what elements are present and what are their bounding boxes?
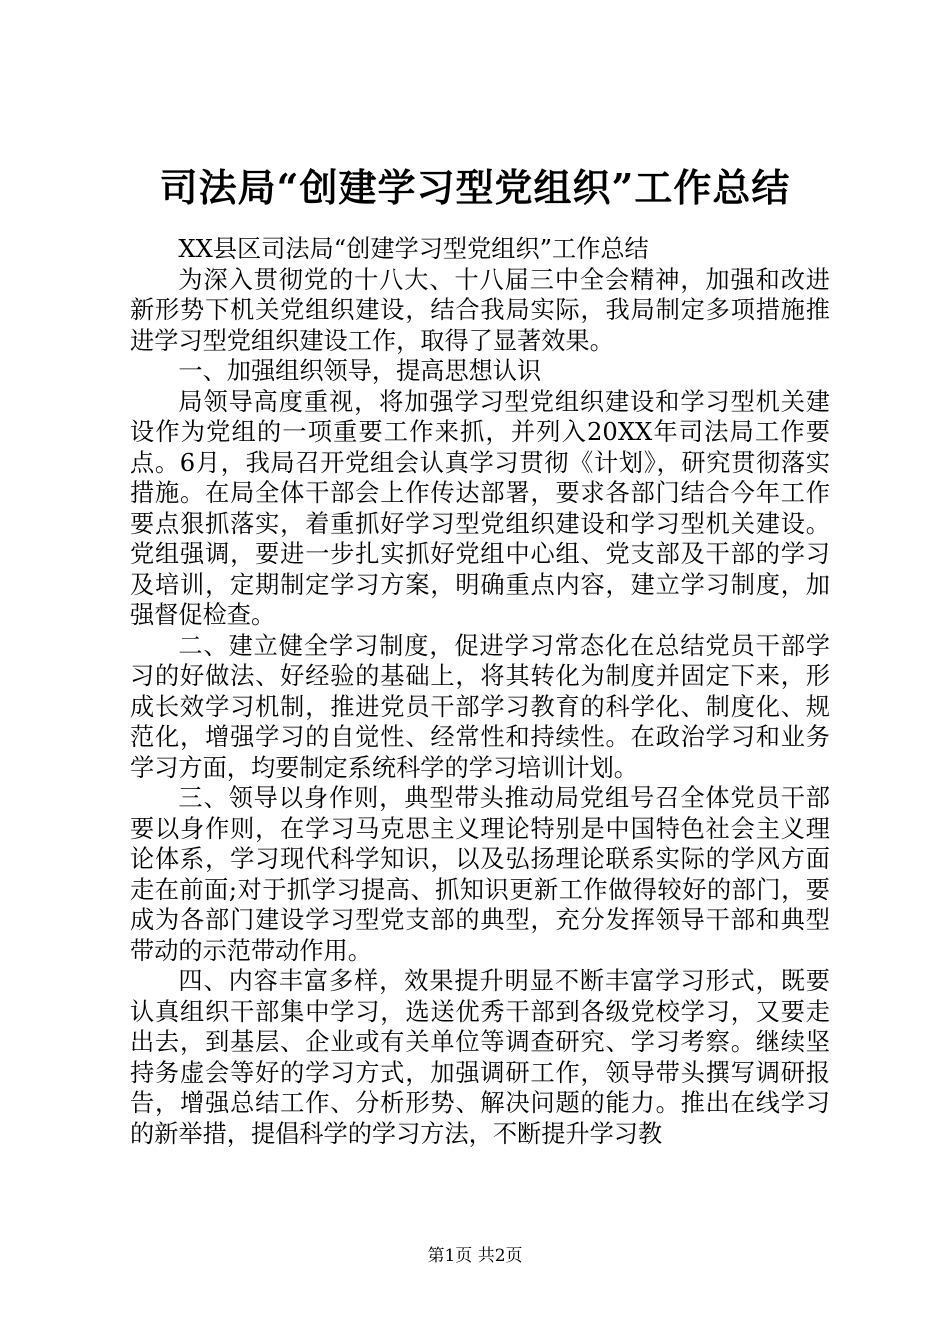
paragraph-section-4: 四、内容丰富多样，效果提升明显不断丰富学习形式，既要认真组织干部集中学习，选送优秀干部到各级党校学习，又要走出去，到基层、企业或有关单位等调查研究、学习考察。继续坚持务虚会等好的学习方式，加强调研工作，领导带头撰写调研报告，增强总结工作、分析形势、解决问题的能力。推出在线学习的新举措，提倡科学的学习方法，不断提升学习教	[130, 967, 830, 1148]
document-body	[130, 234, 830, 1149]
paragraph-subtitle: XX县区司法局“创建学习型党组织”工作总结	[178, 235, 649, 263]
paragraph-section-2: 二、建立健全学习制度，促进学习常态化在总结党员干部学习的好做法、好经验的基础上，将其转化为制度并固定下来，形成长效学习机制，推进党员干部学习教育的科学化、制度化、规范化，增强学习的自觉性、经常性和持续性。在政治学习和业务学习方面，均要制定系统科学的学习培训计划。	[130, 631, 830, 782]
section-heading-1: 一、加强组织领导，提高思想认识	[178, 357, 542, 385]
paragraph-intro: 为深入贯彻党的十八大、十八届三中全会精神，加强和改进新形势下机关党组织建设，结合我局实际，我局制定多项措施推进学习型党组织建设工作，取得了显著效果。	[130, 265, 830, 355]
document-title: 司法局“创建学习型党组织”工作总结	[159, 165, 791, 210]
paragraph-section-1: 局领导高度重视，将加强学习型党组织建设和学习型机关建设作为党组的一项重要工作来抓，并列入20XX年司法局工作要点。6月，我局召开党组会认真学习贯彻《计划》，研究贯彻落实措施。在局全体干部会上作传达部署，要求各部门结合今年工作要点狠抓落实，着重抓好学习型党组织建设和学习型机关建设。党组强调，要进一步扎实抓好党组中心组、党支部及干部的学习及培训，定期制定学习方案，明确重点内容，建立学习制度，加强督促检查。	[130, 387, 830, 629]
page-footer: 第1页 共2页	[427, 1246, 523, 1266]
paragraph-section-3: 三、领导以身作则，典型带头推动局党组号召全体党员干部要以身作则，在学习马克思主义理论特别是中国特色社会主义理论体系，学习现代科学知识，以及弘扬理论联系实际的学风方面走在前面;对于抓学习提高、抓知识更新工作做得较好的部门，要成为各部门建设学习型党支部的典型，充分发挥领导干部和典型带动的示范带动作用。	[130, 784, 830, 965]
